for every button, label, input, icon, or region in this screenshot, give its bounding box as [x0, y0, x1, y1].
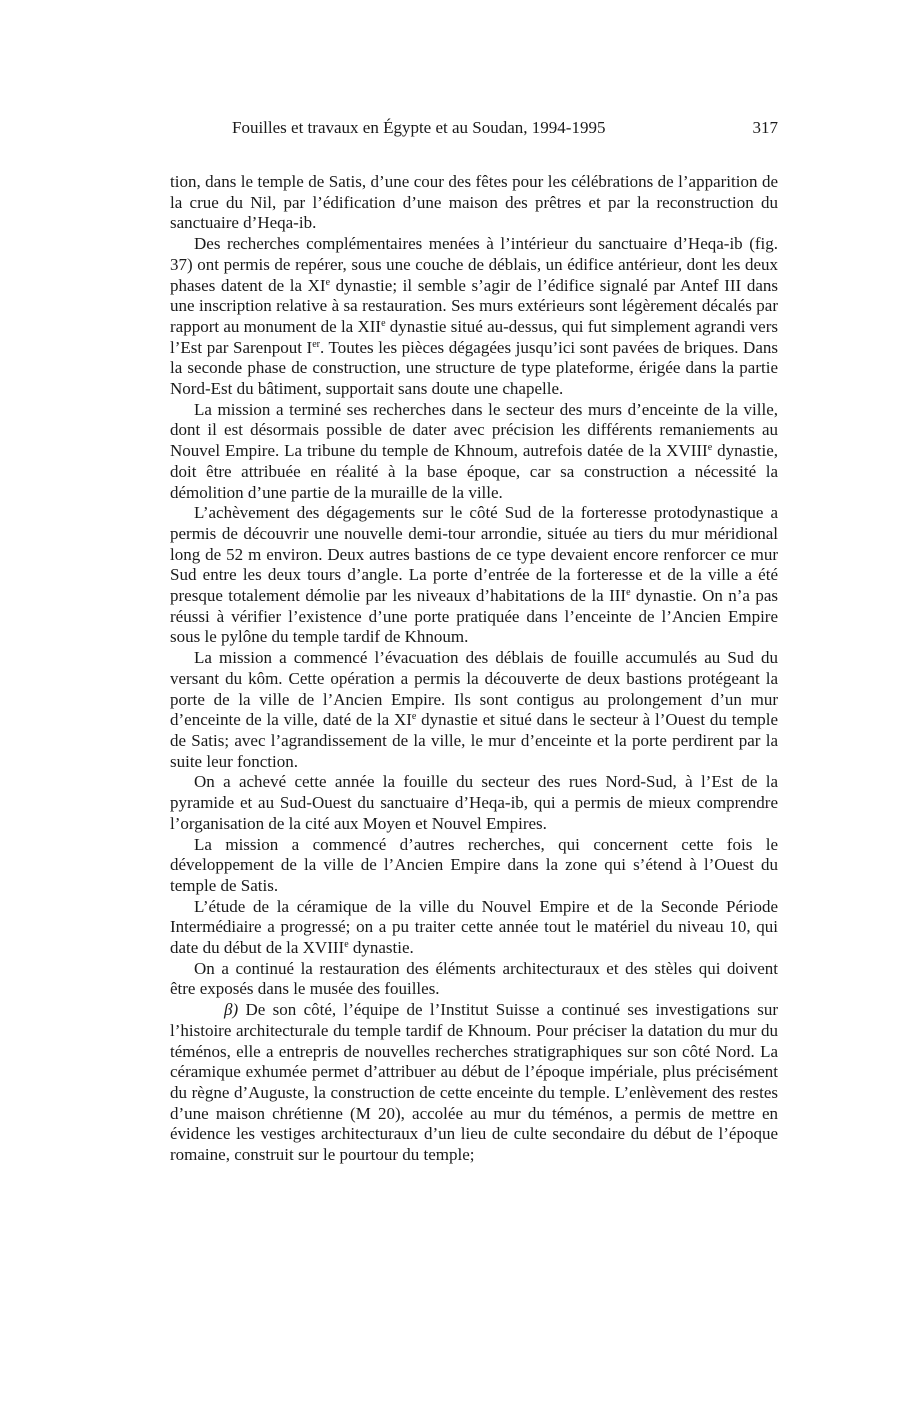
- superscript: e: [626, 587, 631, 599]
- paragraph-text: L’achèvement des dégagements sur le côté Sud de la forteresse protodynastique a permis de découvrir une nouvelle demi-tour arrondie, située au tiers du mur méridional long de 52 m environ. Deux autres bastions de ce type devaient encore renforcer ce mur Sud entre les deux tours d’angle. La porte d’entrée de la forteresse et de la ville a été presque totalement démolie par les niveaux d’habitations de la III: [170, 503, 778, 606]
- paragraph-text: La mission a terminé ses recherches dans le secteur des murs d’enceinte de la ville, dont il est désormais possible de dater avec précision les différents remaniements au Nouvel Empire. La tribune du temple de Khnoum, autrefois datée de la XVIII: [170, 399, 778, 461]
- paragraph-text: dynastie; il semble s’agir de l’édifice signalé par Antef III dans une inscription relative à sa restauration. Ses murs extérieurs sont légèrement décalés par rapport au monument de la XII: [170, 275, 778, 336]
- paragraph-text: Des recherches complémentaires menées à l’intérieur du sanctuaire d’Heqa-ib (fig. 37) ont permis de repérer, sous une couche de déblais, un édifice antérieur, dont les deux phases datent de la XI: [170, 234, 778, 295]
- paragraph-text: dynastie et situé dans le secteur à l’Ouest du temple de Satis; avec l’agrandissement de la ville, le mur d’enceinte et la porte perdirent par la suite leur fonction.: [170, 710, 778, 771]
- superscript: e: [381, 317, 386, 329]
- paragraph-1: [170, 172, 778, 234]
- paragraph-10: [170, 1000, 778, 1166]
- paragraph-text: dynastie situé au-dessus, qui fut simplement agrandi vers l’Est par Sarenpout I: [170, 316, 778, 357]
- paragraph-text: . Toutes les pièces dégagées jusqu’ici sont pavées de briques. Dans la seconde phase de construction, une structure de type plateforme, érigée dans la partie Nord-Est du bâtiment, supportait sans doute une chapelle.: [170, 337, 779, 399]
- paragraph-9: [170, 959, 778, 1000]
- paragraph-2: [170, 234, 778, 400]
- page-number: 317: [752, 118, 778, 137]
- superscript: e: [325, 276, 331, 288]
- paragraph-text: On a achevé cette année la fouille du secteur des rues Nord-Sud, à l’Est de la pyramide et au Sud-Ouest du sanctuaire d’Heqa-ib, qui a permis de mieux comprendre l’organisation de la cité aux Moyen et Nouvel Empires.: [170, 772, 778, 833]
- body-text: [170, 172, 778, 1166]
- superscript: e: [411, 711, 417, 723]
- superscript: e: [344, 939, 349, 951]
- paragraph-text: L’étude de la céramique de la ville du Nouvel Empire et de la Seconde Période Intermédiaire a progressé; on a pu traiter cette année tout le matériel du niveau 10, qui date du début de la XVIII: [170, 896, 778, 958]
- paragraph-text: La mission a commencé d’autres recherches, qui concernent cette fois le développement de la ville de l’Ancien Empire dans la zone qui s’étend à l’Ouest du temple de Satis.: [170, 834, 778, 895]
- superscript: er: [312, 338, 320, 350]
- paragraph-text: De son côté, l’équipe de l’Institut Suisse a continué ses investigations sur l’histoire architecturale du temple tardif de Khnoum. Pour préciser la datation du mur du téménos, elle a entrepris de nouvelles recherches stratigraphiques sur son côté Nord. La céramique exhumée permet d’attribuer au début de l’époque impériale, plus précisément du règne d’Auguste, la construction de cette enceinte du temple. L’enlèvement des restes d’une maison chrétienne (M 20), accolée au mur du téménos, a permis de mettre en évidence les vestiges architecturaux d’un lieu de culte secondaire du début de l’époque romaine, construit sur le pourtour du temple;: [170, 1000, 778, 1165]
- paragraph-text: La mission a commencé l’évacuation des déblais de fouille accumulés au Sud du versant du kôm. Cette opération a permis la découverte de deux bastions protégeant la porte de la ville de l’Ancien Empire. Ils sont contigus au prolongement d’un mur d’enceinte de la ville, daté de la XI: [170, 648, 778, 730]
- paragraph-text: dynastie, doit être attribuée en réalité à la base époque, car sa construction a nécessité la démolition d’une partie de la muraille de la ville.: [170, 441, 778, 502]
- paragraph-text: dynastie. On n’a pas réussi à vérifier l’existence d’une porte pratiquée dans l’enceinte de l’Ancien Empire sous le pylône du temple tardif de Khnoum.: [170, 586, 778, 647]
- superscript: e: [707, 442, 713, 454]
- paragraph-text: dynastie.: [348, 938, 414, 958]
- running-title: Fouilles et travaux en Égypte et au Soudan, 1994-1995: [232, 118, 606, 137]
- section-label: β): [224, 1000, 239, 1020]
- paragraph-3: [170, 400, 778, 504]
- paragraph-4: [170, 503, 778, 648]
- paragraph-5: [170, 648, 778, 772]
- paragraph-6: [170, 772, 778, 834]
- paragraph-text: On a continué la restauration des éléments architecturaux et des stèles qui doivent être exposés dans le musée des fouilles.: [170, 958, 778, 999]
- paragraph-8: [170, 897, 778, 959]
- paragraph-text: tion, dans le temple de Satis, d’une cour des fêtes pour les célébrations de l’apparition de la crue du Nil, par l’édification d’une maison des prêtres et par la reconstruction du sanctuaire d’Heqa-ib.: [170, 172, 778, 233]
- page-header: [170, 118, 778, 142]
- paragraph-7: [170, 835, 778, 897]
